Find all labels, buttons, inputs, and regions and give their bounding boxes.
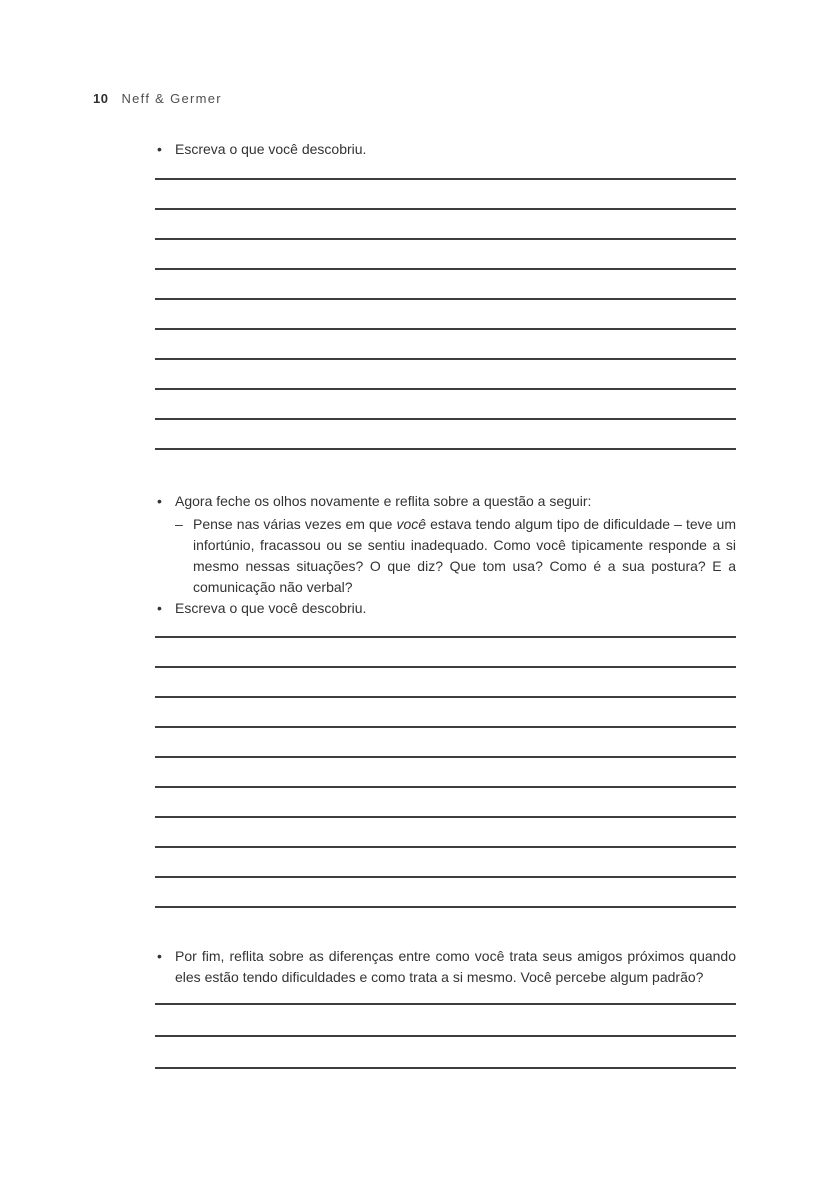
prompt-write-2: Escreva o que você descobriu. xyxy=(175,600,367,616)
prompt-write-1: Escreva o que você descobriu. xyxy=(175,141,367,157)
writing-line xyxy=(155,360,736,390)
writing-line xyxy=(155,973,736,1005)
writing-lines-block-1 xyxy=(155,150,736,450)
dash-icon: – xyxy=(175,516,183,532)
writing-lines-block-2 xyxy=(155,608,736,908)
writing-line xyxy=(155,390,736,420)
writing-line xyxy=(155,420,736,450)
writing-line xyxy=(155,698,736,728)
bullet-icon: • xyxy=(157,948,162,964)
writing-line xyxy=(155,300,736,330)
bullet-item-reflect-intro xyxy=(157,491,737,511)
writing-lines-block-3 xyxy=(155,973,736,1069)
bullet-icon: • xyxy=(157,600,162,616)
running-head: Neff & Germer xyxy=(121,91,222,106)
writing-line xyxy=(155,1037,736,1069)
writing-line xyxy=(155,240,736,270)
bullet-icon: • xyxy=(157,141,162,157)
writing-line xyxy=(155,668,736,698)
prompt-reflect-question xyxy=(193,514,736,598)
writing-line xyxy=(155,818,736,848)
writing-line xyxy=(155,270,736,300)
page-header xyxy=(93,91,222,106)
reflect-question-after: estava tendo algum tipo de dificuldade – teve um infortúnio, fracassou ou se sentiu inadequado. Como você tipicamente responde a si mesmo nessas situações? O que diz? Que tom usa? Como é a sua postura? E a comunicação não verbal? xyxy=(193,516,736,595)
writing-line xyxy=(155,788,736,818)
dash-item-reflect-question xyxy=(175,514,736,598)
bullet-icon: • xyxy=(157,493,162,509)
writing-line xyxy=(155,1005,736,1037)
writing-line xyxy=(155,150,736,180)
writing-line xyxy=(155,758,736,788)
prompt-reflect-intro: Agora feche os olhos novamente e reflita sobre a questão a seguir: xyxy=(175,493,592,509)
writing-line xyxy=(155,330,736,360)
reflect-question-italic-word: você xyxy=(396,516,427,532)
writing-line xyxy=(155,878,736,908)
page-number: 10 xyxy=(93,91,109,106)
writing-line xyxy=(155,638,736,668)
writing-line xyxy=(155,728,736,758)
reflect-question-before: Pense nas várias vezes em que xyxy=(193,516,397,532)
writing-line xyxy=(155,210,736,240)
prompt-final-reflection: Por fim, reflita sobre as diferenças entre como você trata seus amigos próximos quando eles estão tendo dificuldades e como trata a si mesmo. Você percebe algum padrão? xyxy=(175,948,736,985)
writing-line xyxy=(155,608,736,638)
writing-line xyxy=(155,848,736,878)
writing-line xyxy=(155,180,736,210)
